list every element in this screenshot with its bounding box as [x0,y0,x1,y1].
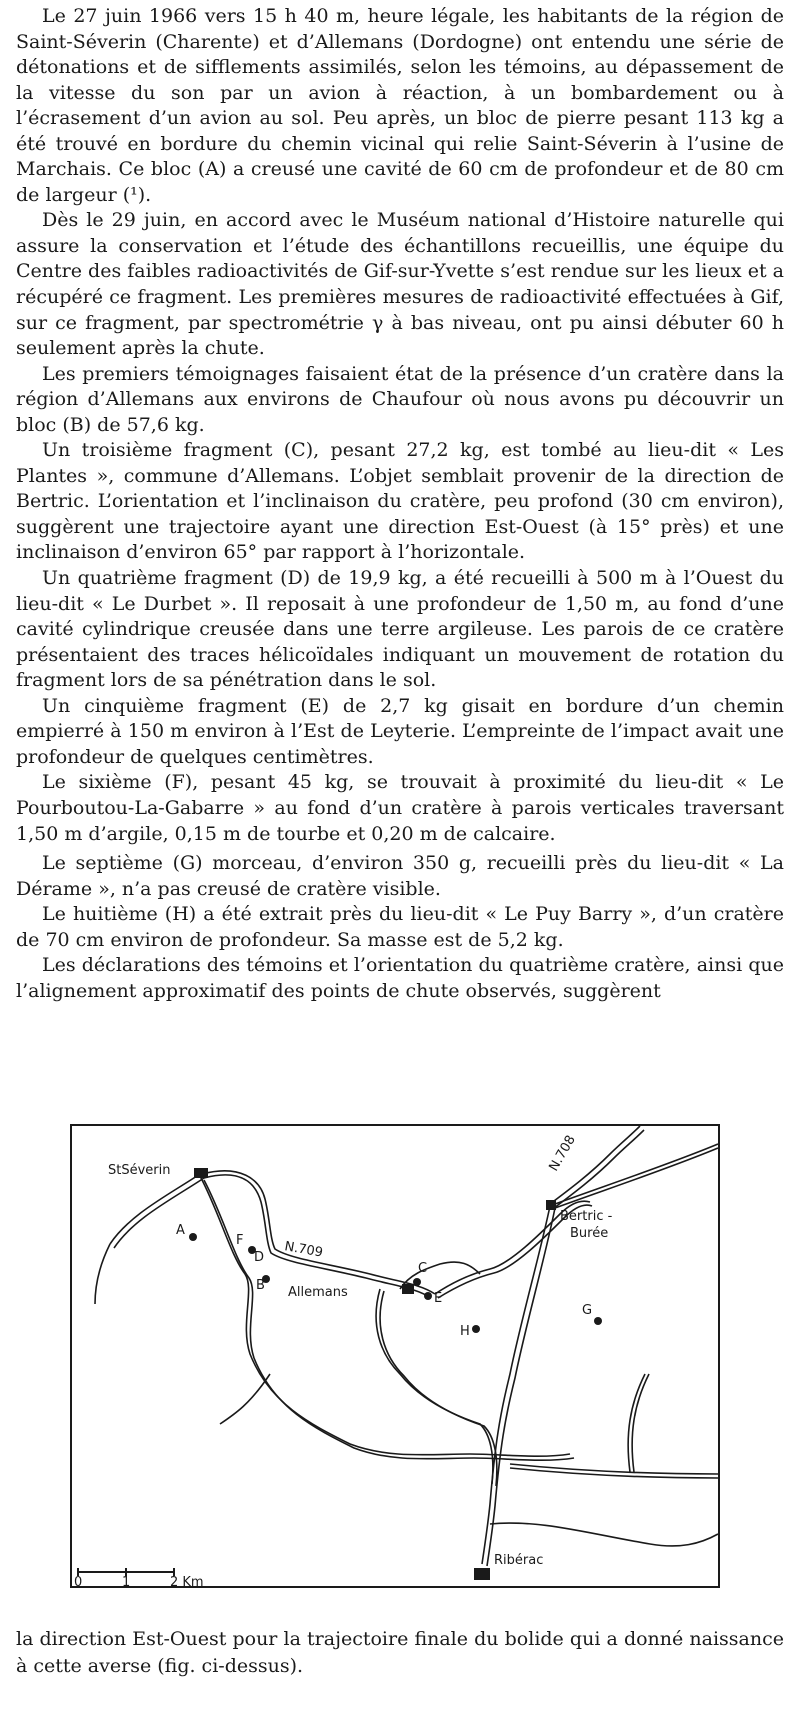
map-svg [70,1124,720,1588]
town-label-saint-severin: StSéverin [108,1163,171,1178]
town-label-bertric: Bertric - [560,1209,613,1224]
road-segment [220,1374,270,1424]
allemans-mark [402,1284,414,1294]
road-segment [510,1464,718,1474]
town-label-buree: Burée [570,1226,609,1241]
closing-text [16,1626,784,1680]
point-label-f: F [236,1233,244,1248]
scale-label-1: 1 [122,1575,131,1588]
road-segment [555,1148,718,1208]
scale-bar [74,1568,204,1588]
closing-paragraph: la direction Est-Ouest pour la trajectoire finale du bolide qui a donné naissance à cette averse (fig. ci-dessus). [16,1628,784,1677]
road-segment [482,1206,550,1564]
road-segment [95,1244,110,1304]
paragraph-9: Le huitième (H) a été extrait près du lieu-dit « Le Puy Barry », d’un cratère de 70 cm environ de profondeur. Sa masse est de 5,2 kg. [16,903,784,951]
town-label-allemans: Allemans [288,1285,348,1300]
paragraph-10: Les déclarations des témoins et l’orientation du quatrième cratère, ainsi que l’alignement approximatif des points de chute observés, suggèrent [16,954,784,1002]
saint-severin-mark [194,1168,208,1178]
road-segment [200,1176,570,1456]
map-figure [70,1124,720,1588]
road-segment [555,1144,718,1204]
point-label-a: A [176,1223,185,1238]
point-h-marker [472,1325,480,1333]
road-label-n709: N.709 [283,1239,324,1261]
point-c-marker [413,1278,421,1286]
point-label-c: C [418,1261,428,1276]
paragraph-8: Le septième (G) morceau, d’environ 350 g, recueilli près du lieu-dit « La Dérame », n’a pas creusé de cratère visible. [16,852,784,900]
paragraph-1: Le 27 juin 1966 vers 15 h 40 m, heure légale, les habitants de la région de Saint-Séverin (Charente) et d’Allemans (Dordogne) ont entendu une série de détonations et de sifflements assimilés, selon les témoins, au dépassement de la vitesse du son par un avion à réaction, à un bombardement ou à l’écrasement d’un avion au sol. Peu après, un bloc de pierre pesant 113 kg a été trouvé en bordure du chemin vicinal qui relie Saint-Séverin à l’usine de Marchais. Ce bloc (A) a creusé une cavité de 60 cm de profondeur et de 80 cm de largeur (¹). [16,5,784,206]
settlement-marks [194,1168,556,1580]
road-segment [487,1208,555,1566]
paragraph-2: Dès le 29 juin, en accord avec le Muséum national d’Histoire naturelle qui assure la conservation et l’étude des échantillons recueillis, une équipe du Centre des faibles radioactivités de Gif-sur-Yvette s’est rendue sur les lieux et a récupéré ce fragment. Les premières mesures de radioactivité effectuées à Gif, sur ce fragment, par spectrométrie γ à bas niveau, ont pu ainsi débuter 60 h seulement après la chute. [16,209,784,360]
road-segment [380,1291,497,1486]
paragraph-4: Un troisième fragment (C), pesant 27,2 kg, est tombé au lieu-dit « Les Plantes », commune d’Allemans. L’objet semblait provenir de la direction de Bertric. L’orientation et l’inclinaison du cratère, peu profond (30 cm environ), suggèrent une trajectoire ayant une direction Est-Ouest (à 15° près) et une inclinaison d’environ 65° par rapport à l’horizontale. [16,439,784,564]
point-label-e: E [434,1291,443,1306]
point-e-marker [424,1292,432,1300]
road-network [95,1126,718,1566]
point-label-g: G [582,1303,593,1318]
riberac-mark [474,1568,490,1580]
road-label-n708: N.708 [546,1133,579,1174]
paragraph-3: Les premiers témoignages faisaient état de la présence d’un cratère dans la région d’Allemans aux environs de Chaufour où nous avons pu découvrir un bloc (B) de 57,6 kg. [16,362,784,436]
paragraph-7: Le sixième (F), pesant 45 kg, se trouvait à proximité du lieu-dit « Le Pourboutou-La-Gabarre » au fond d’un cratère à parois verticales traversant 1,50 m d’argile, 0,15 m de tourbe et 0,20 m de calcaire. [16,771,784,845]
town-label-riberac: Ribérac [494,1553,544,1568]
paragraph-5: Un quatrième fragment (D) de 19,9 kg, a été recueilli à 500 m à l’Ouest du lieu-dit « Le Durbet ». Il reposait à une profondeur de 1,50 m, au fond d’une cavité cylindrique creusée dans une terre argileuse. Les parois de ce cratère présentaient des traces hélicoïdales indiquant un mouvement de rotation du fragment lors de sa pénétration dans le sol. [16,567,784,692]
point-a-marker [189,1233,197,1241]
point-label-h: H [460,1324,470,1339]
road-segment [490,1523,718,1546]
road-segment [204,1180,574,1460]
road-segment [632,1374,649,1472]
bertric-mark [546,1200,556,1210]
scale-label-0: 0 [74,1575,83,1588]
scale-label-2: 2 Km [170,1575,204,1588]
article-text [16,4,784,1004]
paragraph-6: Un cinquième fragment (E) de 2,7 kg gisait en bordure d’un chemin empierré à 150 m environ à l’Est de Leyterie. L’empreinte de l’impact avait une profondeur de quelques centimètres. [16,694,784,768]
point-label-b: B [256,1278,265,1293]
point-g-marker [594,1317,602,1325]
point-label-d: D [254,1250,265,1265]
